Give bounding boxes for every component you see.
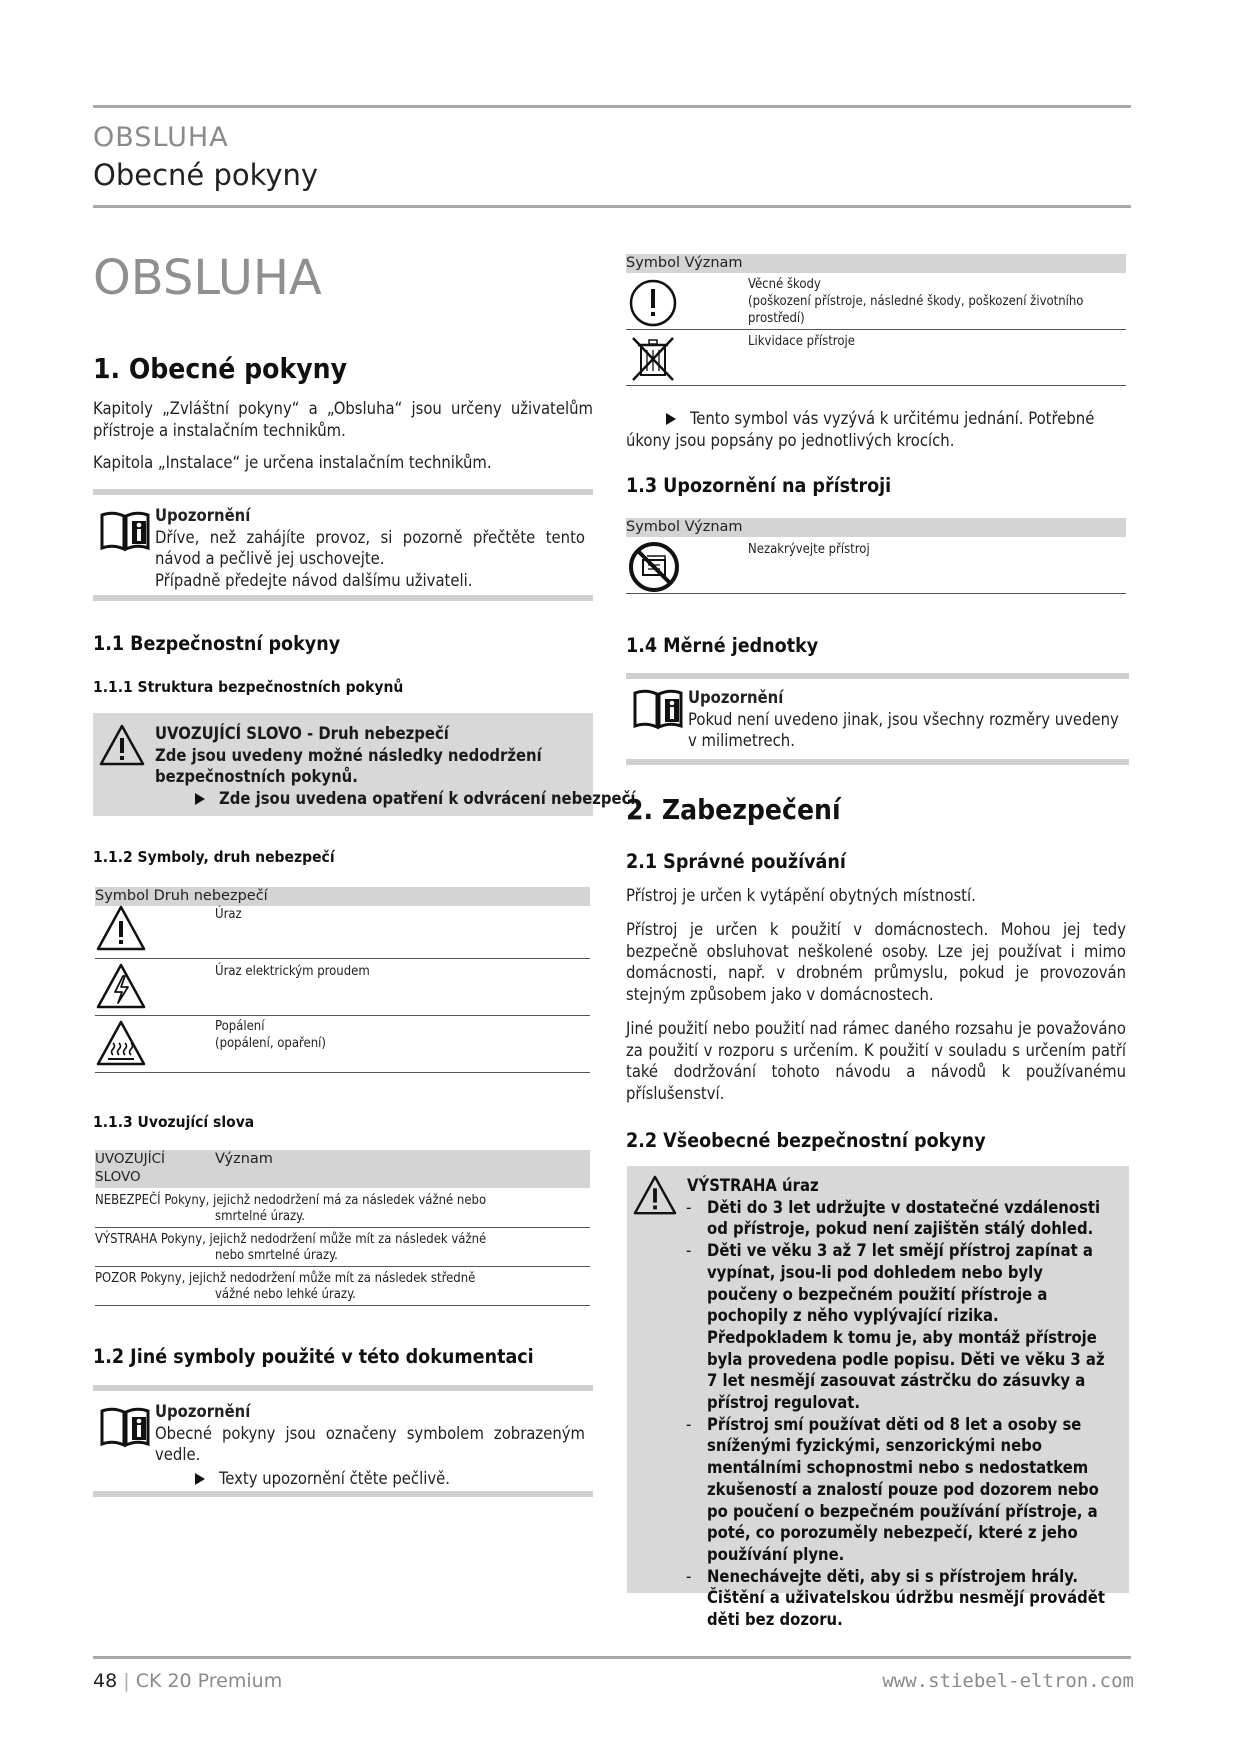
signal-text: Pokyny, jejichž nedodržení může mít za následek středně	[140, 1271, 476, 1286]
header-top-rule	[93, 105, 1131, 108]
table-row-line	[626, 329, 1126, 330]
section-2-1-p2: Přístroj je určen k použití v domácnostech. Mohou jej tedy bezpečně obsluhovat neškolené osoby. Lze jej používat i mimo domácnosti, např. v drobném průmyslu, pokud je provozován stejným způsobem jako v domácnostech.	[626, 920, 1126, 1004]
signal-text: Pokyny, jejichž nedodržení může mít za následek vážné	[160, 1232, 487, 1247]
signal-hdr-word-a: UVOZUJÍCÍ	[95, 1151, 166, 1167]
signal-word: NEBEZPEČÍ	[95, 1193, 161, 1208]
child-safety-list	[684, 1197, 1107, 1631]
warning-action: Zde jsou uvedena opatření k odvrácení nebezpečí.	[219, 789, 642, 808]
symbol-row-burn-title: Popálení	[215, 1019, 265, 1034]
page-title: OBSLUHA	[93, 250, 322, 306]
symbol-row-burn	[215, 1018, 326, 1052]
exclamation-circle-icon	[628, 278, 678, 332]
device-symbols-table-header	[626, 518, 1126, 537]
arrow-icon	[195, 1473, 205, 1485]
signal-row-danger	[95, 1192, 486, 1209]
section-1-2-title: 1.2 Jiné symboly použité v této dokumentaci	[93, 1345, 534, 1368]
info-book-icon	[99, 509, 151, 557]
page-number: 48	[93, 1670, 118, 1692]
table-row-line	[95, 1015, 590, 1016]
table-row-line	[626, 593, 1126, 594]
footer-rule	[93, 1656, 1131, 1659]
meaning-row-damage-title: Věcné škody	[748, 277, 821, 292]
list-item: - Děti do 3 let udržujte v dostatečné vzdálenosti od přístroje, pokud není zajištěn stálý dohled.	[684, 1197, 1107, 1240]
meaning-row-damage	[748, 276, 1128, 327]
table-row-line	[626, 385, 1126, 386]
symbols-meaning-table-header	[626, 254, 1126, 273]
header-section: OBSLUHA	[93, 122, 229, 153]
section-1-1-2-title: 1.1.2 Symboly, druh nebezpečí	[93, 848, 335, 866]
arrow-icon	[195, 793, 205, 805]
section-2-title: 2. Zabezpečení	[626, 793, 841, 826]
notice-box-1	[93, 489, 593, 601]
warning-triangle-icon	[632, 1174, 678, 1220]
action-symbol-note	[626, 408, 1132, 451]
product-name: CK 20 Premium	[135, 1670, 283, 1692]
notice-title: Upozornění	[155, 1402, 251, 1421]
signal-hdr-meaning: Význam	[215, 1151, 273, 1167]
warning-structure-box	[93, 713, 642, 816]
warning-title: VÝSTRAHA úraz	[687, 1176, 819, 1195]
table-row-line	[95, 1227, 590, 1228]
wheelie-bin-crossed-icon	[628, 333, 678, 389]
notice-title: Upozornění	[155, 506, 251, 525]
section-1-p1: Kapitoly „Zvláštní pokyny“ a „Obsluha“ jsou určeny uživatelům přístroje a instalačním technikům.	[93, 399, 593, 440]
section-1-4-title: 1.4 Měrné jednotky	[626, 634, 819, 657]
signal-hdr-word-b: SLOVO	[95, 1169, 141, 1185]
footer-left	[93, 1670, 282, 1692]
symbol-row-electric: Úraz elektrickým proudem	[215, 964, 370, 979]
signal-row-caution	[95, 1270, 475, 1287]
signal-text: Pokyny, jejichž nedodržení má za následek vážné nebo	[164, 1193, 487, 1208]
notice-text: Obecné pokyny jsou označeny symbolem zobrazeným vedle.	[155, 1423, 585, 1464]
info-book-icon	[632, 687, 684, 735]
signal-words-table-header	[95, 1150, 590, 1188]
do-not-cover-icon	[628, 541, 680, 597]
footer-url: www.stiebel-eltron.com	[882, 1670, 1134, 1692]
symbols-meaning-header-text: Symbol Význam	[626, 255, 743, 271]
notice-title: Upozornění	[688, 688, 784, 707]
symbols-table-header	[95, 887, 590, 906]
table-row-line	[95, 958, 590, 959]
notice-box-2	[93, 1385, 593, 1497]
notice-text: Pokud není uvedeno jinak, jsou všechny rozměry uvedeny v milimetrech.	[688, 709, 1119, 750]
child-safety-warning-box	[627, 1166, 1129, 1630]
section-1-1-3-title: 1.1.3 Uvozující slova	[93, 1113, 255, 1131]
device-symbol-row: Nezakrývejte přístroj	[748, 542, 870, 557]
meaning-row-damage-detail: (poškození přístroje, následné škody, poškození životního	[748, 294, 1084, 309]
hot-surface-icon	[95, 1019, 147, 1071]
warning-text: Zde jsou uvedeny možné následky nedodržení bezpečnostních pokynů.	[155, 745, 542, 786]
section-1-3-title: 1.3 Upozornění na přístroji	[626, 474, 892, 497]
table-row-line	[95, 1305, 590, 1306]
section-2-1-p3: Jiné použití nebo použití nad rámec daného rozsahu je považováno za použití v rozporu s určením. K použití v souladu s určením patří také dodržování tohoto návodu a návodů k používanému příslušenství.	[626, 1019, 1126, 1103]
signal-text-cont: nebo smrtelné úrazy.	[215, 1248, 338, 1263]
electric-hazard-icon	[95, 962, 147, 1014]
notice-text: Dříve, než zahájíte provoz, si pozorně přečtěte tento návod a pečlivě jej uschovejte.	[155, 527, 585, 568]
section-2-2-title: 2.2 Všeobecné bezpečnostní pokyny	[626, 1129, 986, 1152]
section-1-1-1-title: 1.1.1 Struktura bezpečnostních pokynů	[93, 678, 404, 696]
section-2-1-p1: Přístroj je určen k vytápění obytných místností.	[626, 886, 976, 905]
notice-box-3	[626, 673, 1129, 765]
meaning-row-damage-detail-2: prostředí)	[748, 311, 805, 326]
footer-separator: |	[123, 1670, 130, 1692]
info-book-icon	[99, 1405, 151, 1453]
section-1-1-title: 1.1 Bezpečnostní pokyny	[93, 632, 341, 655]
signal-row-warning	[95, 1231, 486, 1248]
section-1-p2: Kapitola „Instalace“ je určena instalačním technikům.	[93, 453, 492, 472]
table-row-line	[95, 1266, 590, 1267]
signal-text-cont: smrtelné úrazy.	[215, 1209, 305, 1224]
meaning-row-disposal: Likvidace přístroje	[748, 334, 855, 349]
notice-text-2: Případně předejte návod dalšímu uživateli.	[155, 570, 473, 590]
signal-word: VÝSTRAHA	[95, 1232, 158, 1247]
list-item: - Přístroj smí používat děti od 8 let a osoby se sníženými fyzickými, senzorickými nebo mentálními schopnostmi nebo s nedostatkem zkušeností a znalostí pouze pod dozorem nebo po poučení o bezpečném používání přístroje, a poté, co porozuměly nebezpečí, které z jeho používání plyne.	[684, 1414, 1107, 1566]
header-subtitle: Obecné pokyny	[93, 158, 319, 192]
table-row-line	[95, 1072, 590, 1073]
warning-title: UVOZUJÍCÍ SLOVO - Druh nebezpečí	[155, 724, 449, 743]
warning-triangle-icon	[95, 904, 147, 956]
header-bottom-rule	[93, 205, 1131, 208]
signal-word: POZOR	[95, 1271, 137, 1286]
notice-action: Texty upozornění čtěte pečlivě.	[219, 1468, 450, 1488]
action-symbol-text: Tento symbol vás vyzývá k určitému jednání. Potřebné úkony jsou popsány po jednotlivých krocích.	[626, 409, 1095, 450]
symbol-row-burn-detail: (popálení, opaření)	[215, 1036, 326, 1051]
device-symbols-header-text: Symbol Význam	[626, 519, 743, 535]
section-2-1-title: 2.1 Správné používání	[626, 850, 846, 873]
symbols-table-header-text: Symbol Druh nebezpečí	[95, 888, 268, 904]
warning-triangle-icon	[98, 723, 146, 771]
symbol-row-injury: Úraz	[215, 907, 242, 922]
arrow-icon	[666, 413, 676, 425]
section-1-title: 1. Obecné pokyny	[93, 352, 347, 385]
signal-text-cont: vážné nebo lehké úrazy.	[215, 1287, 356, 1302]
list-item: - Nenechávejte děti, aby si s přístrojem hrály. Čištění a uživatelskou údržbu nesmějí provádět děti bez dozoru.	[684, 1566, 1107, 1631]
list-item: - Děti ve věku 3 až 7 let smějí přístroj zapínat a vypínat, jsou-li pod dohledem nebo byly poučeny o bezpečném použití přístroje a pochopily z něho vyplývající rizika. Předpokladem k tomu je, aby montáž přístroje byla provedena podle popisu. Děti ve věku 3 až 7 let nesmějí zasouvat zástrčku do zásuvky a přístroj regulovat.	[684, 1240, 1107, 1414]
